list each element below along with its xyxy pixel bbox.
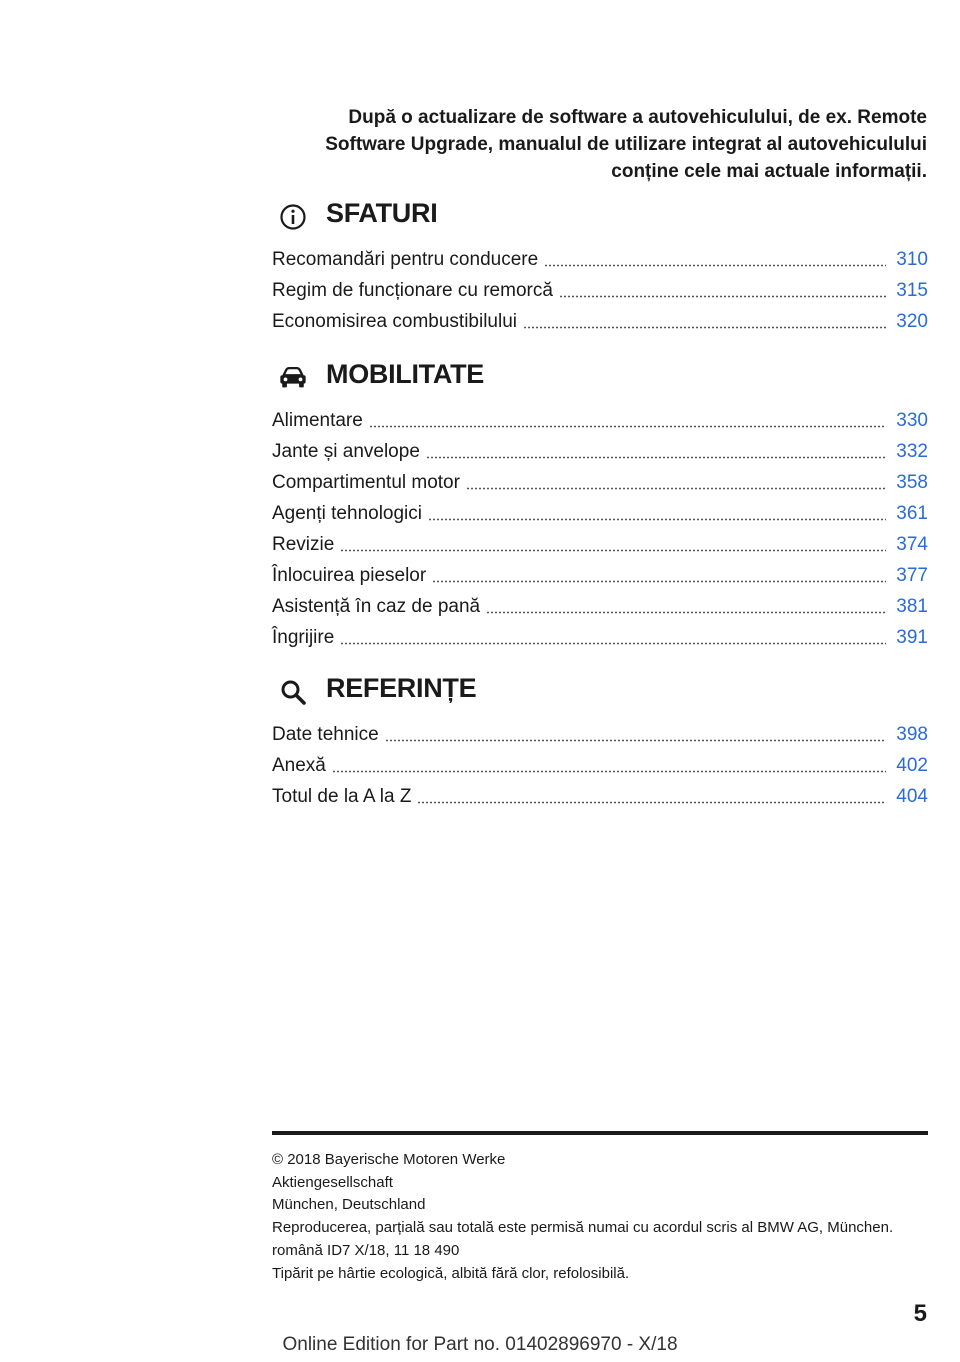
toc-page-link[interactable]: 381 — [896, 596, 928, 617]
toc-section-sfaturi — [272, 192, 928, 333]
page-number: 5 — [913, 1300, 927, 1327]
leader-dots — [523, 326, 886, 329]
toc-entry-label: Date tehnice — [272, 724, 379, 745]
imprint — [272, 1149, 928, 1285]
leader-dots — [426, 456, 886, 459]
toc-entry-label: Regim de funcționare cu remorcă — [272, 280, 553, 301]
toc-entry[interactable] — [272, 777, 928, 808]
leader-dots — [332, 770, 886, 773]
toc-entry-label: Jante și anvelope — [272, 441, 420, 462]
imprint-line: Reproducerea, parțială sau totală este permisă numai cu acordul scris al BMW AG, München. — [272, 1219, 894, 1237]
toc-entry[interactable] — [272, 432, 928, 463]
leader-dots — [466, 487, 886, 490]
info-icon — [278, 202, 308, 232]
leader-dots — [340, 549, 886, 552]
toc-entry-label: Asistență în caz de pană — [272, 596, 481, 617]
toc-page-link[interactable]: 358 — [896, 472, 928, 493]
imprint-line: română ID7 X/18, 11 18 490 — [272, 1241, 460, 1259]
toc-page-link[interactable]: 315 — [896, 280, 928, 301]
leader-dots — [428, 518, 886, 521]
intro-line: conține cele mai actuale informații. — [611, 161, 927, 182]
toc-entry[interactable] — [272, 525, 928, 556]
imprint-line: Aktiengesellschaft — [272, 1173, 393, 1191]
toc-entry[interactable] — [272, 401, 928, 432]
section-title: REFERINȚE — [326, 673, 477, 703]
toc-entry-label: Alimentare — [272, 410, 363, 431]
section-header — [272, 192, 928, 240]
imprint-line: © 2018 Bayerische Motoren Werke — [272, 1151, 506, 1168]
intro-note — [270, 104, 927, 185]
toc-section-mobilitate — [272, 353, 928, 649]
leader-dots — [385, 739, 886, 742]
toc-page-link[interactable]: 402 — [896, 755, 928, 776]
imprint-line: München, Deutschland — [272, 1196, 426, 1214]
toc-page-link[interactable]: 330 — [896, 410, 928, 431]
toc-entry[interactable] — [272, 746, 928, 777]
section-header — [272, 353, 928, 401]
toc-page-link[interactable]: 391 — [896, 627, 928, 648]
toc-entry[interactable] — [272, 587, 928, 618]
toc-page-link[interactable]: 310 — [896, 249, 928, 270]
section-title: MOBILITATE — [326, 359, 484, 389]
toc-entry[interactable] — [272, 463, 928, 494]
toc-entry[interactable] — [272, 271, 928, 302]
imprint-line: Tipărit pe hârtie ecologică, albită fără clor, refolosibilă. — [272, 1264, 630, 1282]
toc-page-link[interactable]: 398 — [896, 724, 928, 745]
toc-entry[interactable] — [272, 715, 928, 746]
toc-entry-label: Revizie — [272, 534, 335, 555]
toc-page-link[interactable]: 374 — [896, 534, 928, 555]
toc-entry-label: Anexă — [272, 755, 326, 776]
car-icon — [278, 363, 308, 393]
toc-entry[interactable] — [272, 618, 928, 649]
toc-page-link[interactable]: 377 — [896, 565, 928, 586]
leader-dots — [340, 642, 886, 645]
toc-entry-label: Recomandări pentru conducere — [272, 249, 539, 270]
toc-entry-label: Economisirea combustibilului — [272, 311, 517, 332]
toc-entry-label: Agenți tehnologici — [272, 503, 422, 524]
intro-line: Software Upgrade, manualul de utilizare integrat al autovehiculului — [325, 134, 927, 155]
footer-divider — [272, 1131, 928, 1135]
toc-page-link[interactable]: 404 — [896, 786, 928, 807]
toc-section-referinte — [272, 667, 928, 808]
section-header — [272, 667, 928, 715]
search-icon — [278, 677, 308, 707]
toc-entry[interactable] — [272, 240, 928, 271]
leader-dots — [417, 801, 886, 804]
toc-page-link[interactable]: 320 — [896, 311, 928, 332]
toc-entry-label: Îngrijire — [272, 627, 335, 648]
intro-line: După o actualizare de software a autovehiculului, de ex. Remote — [348, 107, 927, 128]
leader-dots — [369, 425, 886, 428]
section-title: SFATURI — [326, 198, 438, 228]
leader-dots — [486, 611, 886, 614]
online-edition-label: Online Edition for Part no. 01402896970 - X/18 — [282, 1334, 678, 1355]
toc-page-link[interactable]: 361 — [896, 503, 928, 524]
leader-dots — [559, 295, 886, 298]
toc-entry-label: Totul de la A la Z — [272, 786, 412, 807]
toc-entry[interactable] — [272, 302, 928, 333]
toc-page-link[interactable]: 332 — [896, 441, 928, 462]
toc-entry-label: Înlocuirea pieselor — [272, 565, 427, 586]
toc-entry[interactable] — [272, 556, 928, 587]
toc-entry[interactable] — [272, 494, 928, 525]
leader-dots — [544, 264, 886, 267]
leader-dots — [432, 580, 886, 583]
toc-entry-label: Compartimentul motor — [272, 472, 460, 493]
